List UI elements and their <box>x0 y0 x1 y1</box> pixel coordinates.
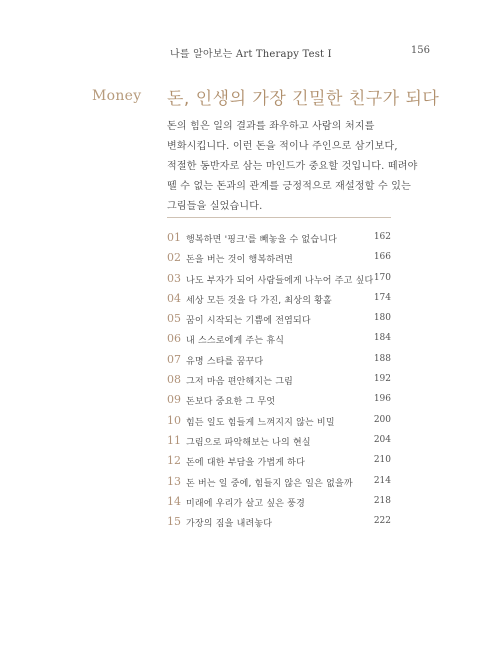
toc-entry-title: 가장의 짐을 내려놓다 <box>186 519 273 530</box>
divider <box>167 217 391 218</box>
toc-entry[interactable] <box>167 290 391 310</box>
toc-entry-number: 01 <box>167 231 181 244</box>
toc-entry[interactable] <box>167 452 391 472</box>
toc-entry[interactable] <box>167 249 391 269</box>
toc-entry[interactable] <box>167 432 391 452</box>
toc-entry-page: 204 <box>373 434 391 445</box>
toc-entry-number: 14 <box>167 494 181 508</box>
intro-line: 그림들을 실었습니다. <box>167 201 263 212</box>
toc-entry-page: 170 <box>373 272 391 283</box>
toc-entry-page: 196 <box>373 394 391 405</box>
toc-entry-number: 13 <box>167 474 181 488</box>
chapter-title: 돈, 인생의 가장 긴밀한 친구가 되다 <box>167 89 440 109</box>
toc-entry-title: 돈 버는 일 중에, 힘들지 않은 일은 없을까 <box>186 478 353 489</box>
toc-entry-number: 04 <box>167 291 181 305</box>
toc-entry[interactable] <box>167 310 391 330</box>
toc-entry-title: 돈에 대한 부담을 가볍게 하다 <box>186 458 305 469</box>
toc-entry-number: 02 <box>167 251 181 265</box>
toc-entry-page: 192 <box>373 374 391 385</box>
toc-entry-page: 184 <box>373 333 391 344</box>
page-number: 156 <box>410 45 430 56</box>
toc-entry-title: 돈을 버는 것이 행복하려면 <box>186 255 294 266</box>
toc-entry[interactable] <box>167 473 391 493</box>
toc-entry-number: 10 <box>167 413 181 427</box>
toc-entry-page: 222 <box>373 516 391 527</box>
toc-entry[interactable] <box>167 493 391 513</box>
running-header <box>0 45 500 61</box>
section-label: Money <box>92 88 142 104</box>
toc-entry-number: 12 <box>167 454 181 468</box>
intro-line: 뗄 수 없는 돈과의 관계를 긍정적으로 재설정할 수 있는 <box>167 181 411 192</box>
toc-entry[interactable] <box>167 412 391 432</box>
toc-entry-page: 200 <box>373 414 391 425</box>
toc-entry-page: 218 <box>373 495 391 506</box>
toc-entry-title: 세상 모든 것을 다 가진, 최상의 황홀 <box>186 295 332 306</box>
toc-entry-title: 그림으로 파악해보는 나의 현실 <box>186 437 311 448</box>
toc-entry-page: 180 <box>373 313 391 324</box>
toc-entry-title: 나도 부자가 되어 사람들에게 나누어 주고 싶다 <box>186 275 374 286</box>
toc-entry[interactable] <box>167 371 391 391</box>
toc-entry-page: 210 <box>373 455 391 466</box>
toc-entry-page: 166 <box>373 252 391 263</box>
toc-entry[interactable] <box>167 391 391 411</box>
toc-entry-number: 07 <box>167 352 181 366</box>
toc-entry-title: 힘든 일도 힘들게 느껴지지 않는 비밀 <box>186 417 335 428</box>
toc-entry[interactable] <box>167 229 391 249</box>
toc-entry-number: 08 <box>167 373 181 387</box>
toc-entry-number: 03 <box>167 271 181 285</box>
toc-entry-title: 그저 마음 편안해지는 그림 <box>186 377 294 388</box>
toc-entry-number: 09 <box>167 393 181 407</box>
toc-entry-page: 162 <box>373 232 391 242</box>
toc-entry-title: 미래에 우리가 살고 싶은 풍경 <box>186 498 305 509</box>
toc-entry-number: 06 <box>167 332 181 346</box>
toc-entry[interactable] <box>167 270 391 290</box>
toc-entry-page: 174 <box>373 292 391 303</box>
toc-entry-number: 11 <box>167 433 181 447</box>
toc-entry-page: 188 <box>373 353 391 364</box>
intro-line: 적절한 동반자로 삼는 마인드가 중요할 것입니다. 떼려야 <box>167 161 418 172</box>
toc-entry-title: 유명 스타를 꿈꾸다 <box>186 356 264 367</box>
toc-entry-title: 내 스스로에게 주는 휴식 <box>186 336 285 347</box>
toc-entry-title: 행복하면 '핑크'를 빼놓을 수 없습니다 <box>186 235 338 245</box>
table-of-contents <box>167 229 391 533</box>
book-title: 나를 알아보는 Art Therapy Test Ⅰ <box>170 49 332 60</box>
toc-entry-number: 15 <box>167 515 181 529</box>
toc-entry-title: 꿈이 시작되는 기쁨에 전염되다 <box>186 316 311 327</box>
intro-line: 돈의 힘은 일의 결과를 좌우하고 사람의 처지를 <box>167 121 375 132</box>
toc-entry[interactable] <box>167 513 391 533</box>
toc-entry-title: 돈보다 중요한 그 무엇 <box>186 397 276 408</box>
intro-paragraph <box>167 117 417 217</box>
toc-entry[interactable] <box>167 351 391 371</box>
toc-entry-page: 214 <box>373 475 391 486</box>
toc-entry[interactable] <box>167 330 391 350</box>
toc-entry-number: 05 <box>167 312 181 326</box>
intro-line: 변화시킵니다. 이런 돈을 적이나 주인으로 삼기보다, <box>167 141 398 152</box>
